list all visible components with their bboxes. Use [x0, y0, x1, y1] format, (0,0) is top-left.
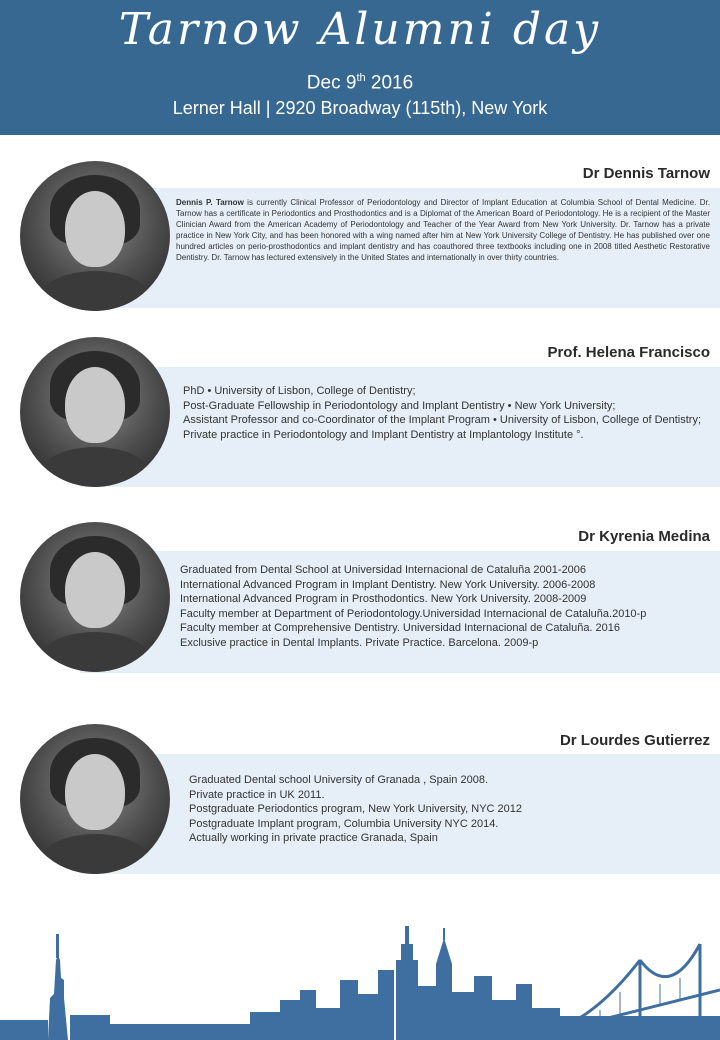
- credential-line: Post-Graduate Fellowship in Periodontology and Implant Dentistry • New York University;: [183, 399, 616, 412]
- speaker-credentials: [189, 773, 709, 846]
- speaker-name: Prof. Helena Francisco: [547, 344, 710, 361]
- credential-line: Faculty member at Comprehensive Dentistry. Universidad Internacional de Cataluña. 2016: [180, 622, 621, 634]
- credential-line: Private practice in UK 2011.: [189, 788, 325, 801]
- event-venue: Lerner Hall | 2920 Broadway (115th), New York: [172, 98, 548, 118]
- speaker-photo: [20, 161, 170, 311]
- speaker-credentials: [183, 384, 706, 442]
- credential-line: Private practice in Periodontology and Implant Dentistry at Implantology Institute °.: [183, 428, 584, 441]
- credential-line: Actually working in private practice Granada, Spain: [189, 832, 438, 844]
- credential-line: Exclusive practice in Dental Implants. Private Practice. Barcelona. 2009-p: [180, 636, 539, 649]
- credential-line: Assistant Professor and co-Coordinator of the Implant Program • University of Lisbon, College of Dentistry;: [183, 414, 702, 426]
- nyc-skyline-illustration: [0, 920, 720, 1040]
- credential-line: PhD • University of Lisbon, College of Dentistry;: [183, 385, 416, 397]
- speaker-bio: Dennis P. Tarnow is currently Clinical Professor of Periodontology and Director of Implant Education at Columbia School of Dental Medicine. Dr. Tarnow has a certificate in Periodontics and Prosthodontics and is a Diplomat of the American Board of Periodontology. He is a recipient of the Master Clinician Award from the American Academy of Periodontology and Teacher of the Year Award from New York University. Dr. Tarnow has a private practice in New York City, and has been honored with a wing named after him at New York University College of Dentistry. He has published over one hundred articles on perio-prosthodontics and implant dentistry and has coauthored three textbooks including one in 2008 titled Aesthetic Restorative Dentistry. Dr. Tarnow has lectured extensively in the United States and internationally in over thirty countries.: [176, 198, 711, 262]
- event-title: Tarnow Alumni day: [118, 4, 602, 55]
- credential-line: Faculty member at Department of Periodontology.Universidad Internacional de Cataluña.2010-p: [180, 607, 647, 620]
- speaker-credentials: [180, 563, 710, 650]
- event-date: Dec 9th 2016: [306, 72, 414, 94]
- credential-line: Graduated from Dental School at Universidad Internacional de Cataluña 2001-2006: [180, 564, 587, 576]
- speaker-name: Dr Lourdes Gutierrez: [559, 732, 710, 749]
- header-banner: [0, 0, 720, 135]
- credential-line: Postgraduate Implant program, Columbia University NYC 2014.: [189, 817, 499, 830]
- credential-line: Postgraduate Periodontics program, New York University, NYC 2012: [189, 803, 523, 815]
- credential-line: International Advanced Program in Prosthodontics. New York University. 2008-2009: [180, 593, 587, 605]
- speaker-photo: [20, 337, 170, 487]
- statue-of-liberty-icon: [48, 956, 68, 1040]
- speaker-name: Dr Kyrenia Medina: [578, 528, 710, 545]
- speaker-photo: [20, 724, 170, 874]
- speaker-photo: [20, 522, 170, 672]
- speaker-name: Dr Dennis Tarnow: [582, 165, 710, 182]
- credential-line: Graduated Dental school University of Granada , Spain 2008.: [189, 774, 489, 786]
- credential-line: International Advanced Program in Implant Dentistry. New York University. 2006-2008: [180, 578, 596, 591]
